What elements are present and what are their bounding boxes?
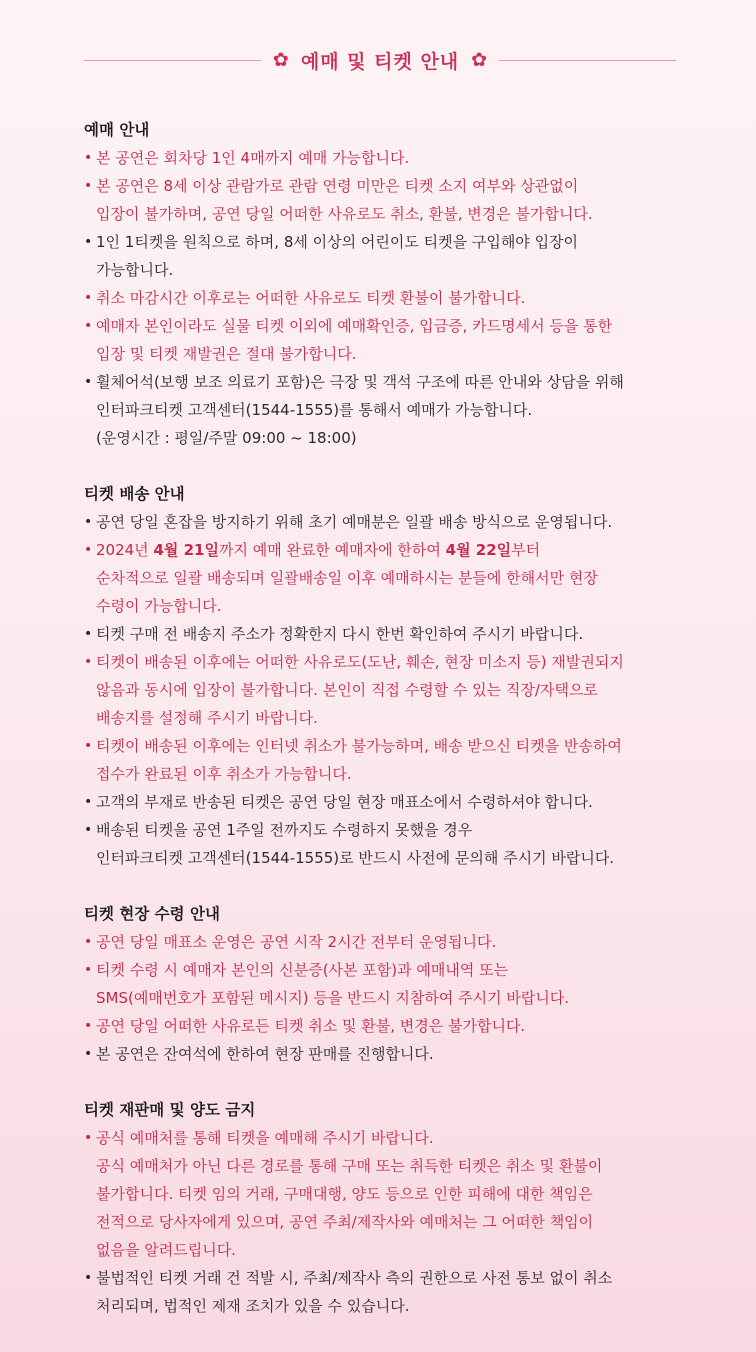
notice-line: 인터파크티켓 고객센터(1544-1555)를 통해서 예매가 가능합니다. [96, 401, 533, 419]
notice-line: 본 공연은 8세 이상 관람가로 관람 연령 미만은 티켓 소지 여부와 상관없이 [96, 177, 579, 195]
header-left-divider [84, 60, 261, 61]
notice-item [84, 648, 684, 732]
notice-item [84, 928, 684, 956]
notice-line: 인터파크티켓 고객센터(1544-1555)로 반드시 사전에 문의해 주시기 바랍니다. [96, 849, 615, 867]
notice-line: 공식 예매처를 통해 티켓을 예매해 주시기 바랍니다. [96, 1129, 434, 1147]
bullet-icon: • [84, 150, 93, 166]
bullet-icon: • [84, 934, 93, 950]
notice-line: 티켓 구매 전 배송지 주소가 정확한지 다시 한번 확인하여 주시기 바랍니다. [96, 625, 584, 643]
notice-line: 티켓이 배송된 이후에는 인터넷 취소가 불가능하며, 배송 받으신 티켓을 반송하여 [96, 737, 622, 755]
notice-line: 불가합니다. 티켓 임의 거래, 구매대행, 양도 등으로 인한 피해에 대한 책임은 [96, 1185, 593, 1203]
notice-line: 가능합니다. [96, 261, 174, 279]
notice-line: 처리되며, 법적인 제재 조치가 있을 수 있습니다. [96, 1297, 410, 1315]
section-title: 티켓 재판매 및 양도 금지 [84, 1101, 256, 1119]
bullet-icon: • [84, 654, 93, 670]
bullet-icon: • [84, 318, 93, 334]
bullet-icon: • [84, 542, 93, 558]
bullet-icon: • [84, 234, 93, 250]
notice-item [84, 228, 684, 284]
section-title: 예매 안내 [84, 121, 150, 139]
notice-line: 없음을 알려드립니다. [96, 1241, 236, 1259]
notice-line: 입장이 불가하며, 공연 당일 어떠한 사유로도 취소, 환불, 변경은 불가합니다. [96, 205, 593, 223]
notice-item [84, 172, 684, 228]
notice-line: 수령이 가능합니다. [96, 597, 222, 615]
flower-icon: ✿ [272, 48, 289, 71]
bullet-icon: • [84, 962, 93, 978]
bullet-icon: • [84, 1018, 93, 1034]
highlight-date: 4월 21일 [153, 541, 219, 559]
notice-item [84, 284, 684, 312]
bullet-icon: • [84, 1046, 93, 1062]
notice-line: 티켓이 배송된 이후에는 어떠한 사유로도(도난, 훼손, 현장 미소지 등) 재발권되지 [96, 653, 624, 671]
notice-item [84, 144, 684, 172]
notice-line: 않음과 동시에 입장이 불가합니다. 본인이 직접 수령할 수 있는 직장/자택으로 [96, 681, 598, 699]
notice-item [84, 536, 684, 620]
bullet-icon: • [84, 514, 93, 530]
notice-section [84, 900, 684, 1068]
header-title-box [261, 47, 499, 74]
section-title: 티켓 현장 수령 안내 [84, 905, 220, 923]
bullet-icon: • [84, 822, 93, 838]
notice-line: 본 공연은 잔여석에 한하여 현장 판매를 진행합니다. [96, 1045, 434, 1063]
notice-line: 입장 및 티켓 재발권은 절대 불가합니다. [96, 345, 357, 363]
notice-section [84, 1096, 684, 1320]
bullet-icon: • [84, 1130, 93, 1146]
bullet-icon: • [84, 178, 93, 194]
notice-line: 전적으로 당사자에게 있으며, 공연 주최/제작사와 예매처는 그 어떠한 책임이 [96, 1213, 594, 1231]
notice-line: 휠체어석(보행 보조 의료기 포함)은 극장 및 객석 구조에 따른 안내와 상담을 위해 [96, 373, 624, 391]
notice-line: 접수가 완료된 이후 취소가 가능합니다. [96, 765, 352, 783]
notice-line: 배송지를 설정해 주시기 바랍니다. [96, 709, 318, 727]
notice-item [84, 788, 684, 816]
header-right-divider [499, 60, 676, 61]
notice-item [84, 732, 684, 788]
notice-section [84, 116, 684, 452]
notice-item [84, 1012, 684, 1040]
notice-item [84, 1040, 684, 1068]
notice-item [84, 956, 684, 1012]
notice-item [84, 620, 684, 648]
notice-line: 고객의 부재로 반송된 티켓은 공연 당일 현장 매표소에서 수령하셔야 합니다. [96, 793, 593, 811]
bullet-icon: • [84, 626, 93, 642]
notice-line: 본 공연은 회차당 1인 4매까지 예매 가능합니다. [96, 149, 410, 167]
notice-section [84, 480, 684, 872]
notice-line: 공식 예매처가 아닌 다른 경로를 통해 구매 또는 취득한 티켓은 취소 및 환불이 [96, 1157, 603, 1175]
header [84, 40, 676, 80]
notice-line: 공연 당일 매표소 운영은 공연 시작 2시간 전부터 운영됩니다. [96, 933, 497, 951]
notice-line: 1인 1티켓을 원칙으로 하며, 8세 이상의 어린이도 티켓을 구입해야 입장이 [96, 233, 579, 251]
page-title: 예매 및 티켓 안내 [300, 50, 460, 73]
notice-content [84, 116, 684, 1348]
bullet-icon: • [84, 794, 93, 810]
bullet-icon: • [84, 374, 93, 390]
notice-item [84, 816, 684, 872]
notice-item [84, 1124, 684, 1264]
notice-line: 예매자 본인이라도 실물 티켓 이외에 예매확인증, 입금증, 카드명세서 등을 통한 [96, 317, 613, 335]
notice-text: 부터 [511, 541, 541, 559]
notice-line: SMS(예매번호가 포함된 메시지) 등을 반드시 지참하여 주시기 바랍니다. [96, 989, 570, 1007]
notice-line: 공연 당일 혼잡을 방지하기 위해 초기 예매분은 일괄 배송 방식으로 운영됩니다. [96, 513, 613, 531]
highlight-date: 4월 22일 [445, 541, 512, 559]
notice-item [84, 368, 684, 452]
notice-line: 불법적인 티켓 거래 건 적발 시, 주최/제작사 측의 권한으로 사전 통보 없이 취소 [96, 1269, 613, 1287]
notice-text: 2024년 [96, 541, 154, 559]
notice-item [84, 312, 684, 368]
notice-line: 배송된 티켓을 공연 1주일 전까지도 수령하지 못했을 경우 [96, 821, 473, 839]
notice-line: (운영시간 : 평일/주말 09:00 ~ 18:00) [96, 429, 357, 447]
notice-text: 까지 예매 완료한 예매자에 한하여 [218, 541, 446, 559]
bullet-icon: • [84, 290, 93, 306]
notice-item [84, 1264, 684, 1320]
bullet-icon: • [84, 1270, 93, 1286]
notice-line: 공연 당일 어떠한 사유로든 티켓 취소 및 환불, 변경은 불가합니다. [96, 1017, 526, 1035]
notice-line: 티켓 수령 시 예매자 본인의 신분증(사본 포함)과 예매내역 또는 [96, 961, 509, 979]
notice-line: 순차적으로 일괄 배송되며 일괄배송일 이후 예매하시는 분들에 한해서만 현장 [96, 569, 598, 587]
notice-line [96, 536, 684, 564]
section-title: 티켓 배송 안내 [84, 485, 185, 503]
notice-line: 취소 마감시간 이후로는 어떠한 사유로도 티켓 환불이 불가합니다. [96, 289, 526, 307]
flower-icon: ✿ [471, 48, 488, 71]
bullet-icon: • [84, 738, 93, 754]
notice-item [84, 508, 684, 536]
